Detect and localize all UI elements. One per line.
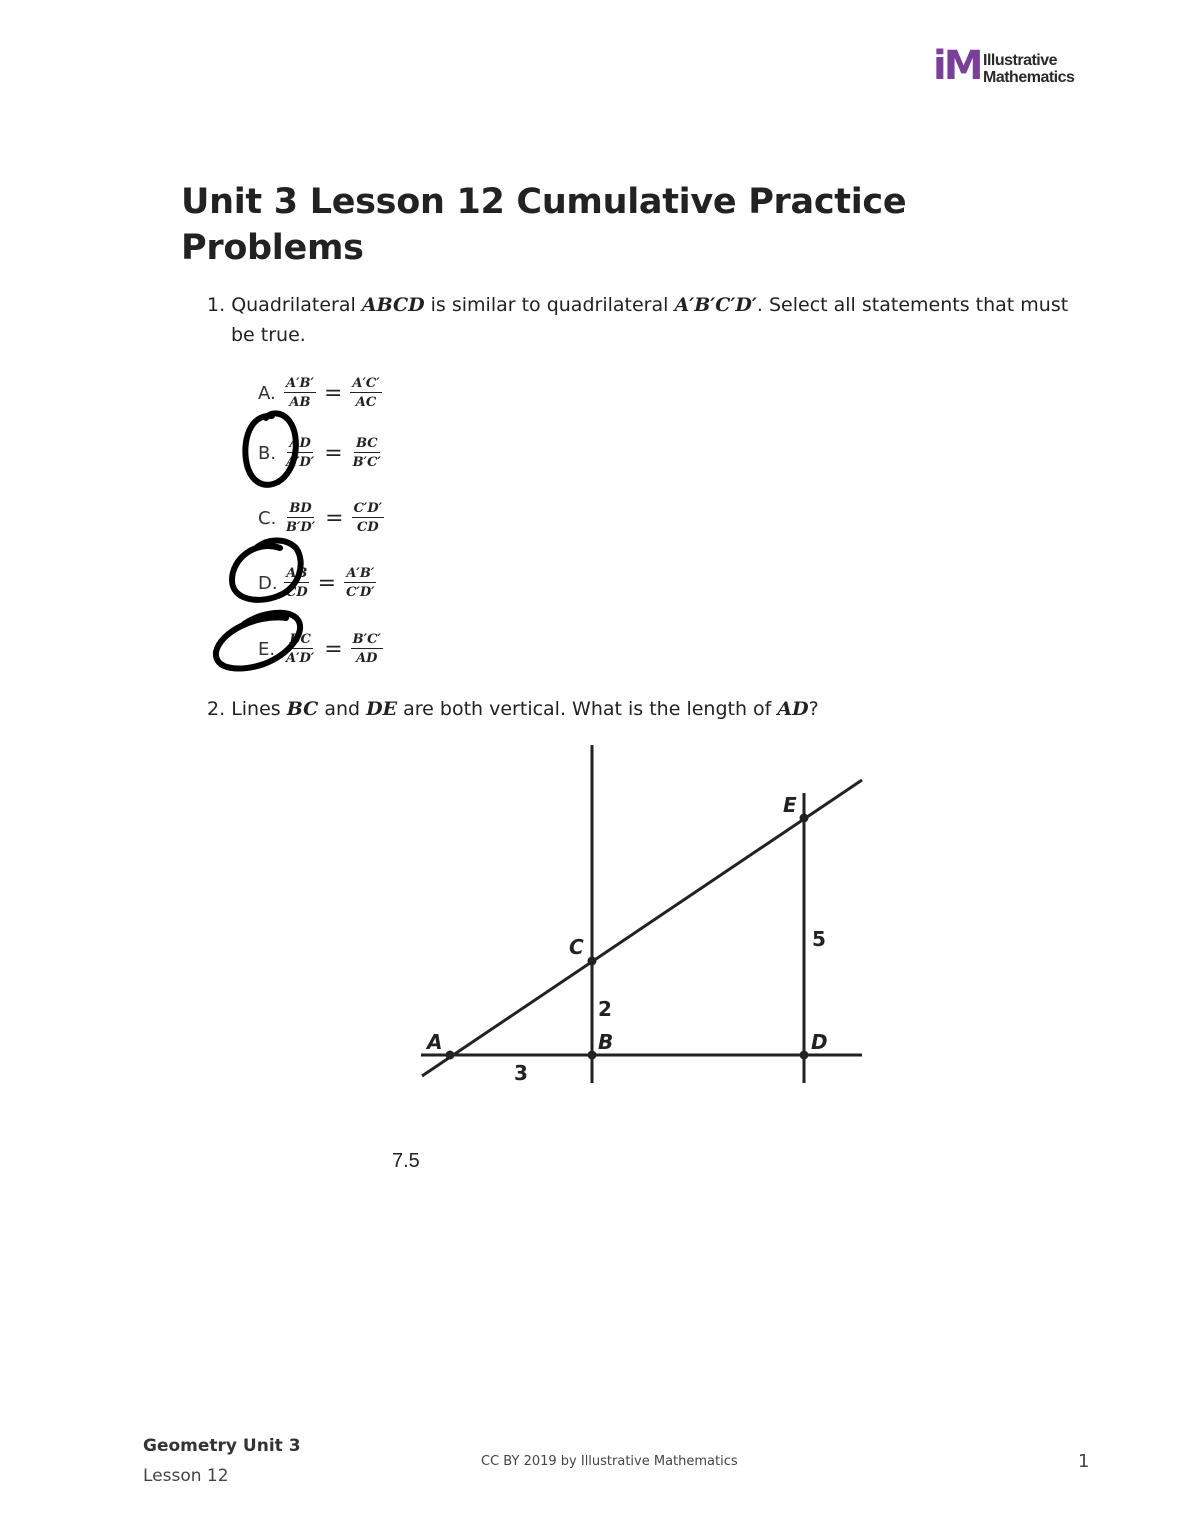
fraction-numerator: BC <box>289 632 311 647</box>
equals-sign: = <box>323 380 343 406</box>
problem-2-answer: 7.5 <box>392 1150 420 1172</box>
label-a: A <box>427 1030 443 1054</box>
length-bc: 2 <box>598 997 612 1021</box>
choice-letter: C. <box>258 507 277 529</box>
problem-2-text-b: and <box>324 698 361 720</box>
problem-1-number: 1. <box>207 294 226 316</box>
point-a <box>446 1051 455 1060</box>
equals-sign: = <box>325 505 344 531</box>
length-ab: 3 <box>514 1061 528 1085</box>
problem-2-text-a: Lines <box>231 698 281 720</box>
label-d: D <box>811 1030 828 1054</box>
fraction-denominator: AB <box>289 395 311 410</box>
point-c <box>588 957 597 966</box>
problem-1-text-b: is similar to quadrilateral <box>430 294 669 316</box>
fraction-numerator: BD <box>289 501 312 516</box>
equals-sign: = <box>324 636 343 662</box>
logo-mark: iM <box>933 43 981 89</box>
line-transversal-ae <box>422 780 862 1076</box>
fraction-numerator: B′C′ <box>352 632 381 647</box>
problem-1-text-a: Quadrilateral <box>231 294 356 316</box>
fraction-denominator: C′D′ <box>346 585 375 600</box>
fraction-denominator: CD <box>356 520 379 535</box>
problem-2-math-b: DE <box>366 698 398 720</box>
fraction-numerator: A′B′ <box>286 376 314 391</box>
logo-line-2: Mathematics <box>983 69 1075 86</box>
fraction-numerator: AB <box>286 566 308 581</box>
fraction-numerator: BC <box>355 436 378 451</box>
choice-letter: E. <box>258 638 276 660</box>
problem-2-text-c: are both vertical. What is the length of <box>403 698 772 720</box>
logo-line-1: Illustrative <box>983 52 1058 69</box>
page-number: 1 <box>1078 1451 1090 1472</box>
problem-1-text-c: . Select all statements that must be true. <box>231 294 1069 346</box>
fraction-numerator: A′C′ <box>352 376 380 391</box>
fraction-denominator: A′D′ <box>286 651 315 666</box>
label-c: C <box>569 935 584 959</box>
length-de: 5 <box>812 927 826 951</box>
page-title: Unit 3 Lesson 12 Cumulative Practice Problems <box>181 182 907 268</box>
problem-2-text-d: ? <box>808 698 819 720</box>
fraction-numerator: AD <box>289 436 311 451</box>
equals-sign: = <box>317 570 337 596</box>
label-e: E <box>783 793 797 817</box>
problem-2-number: 2. <box>207 698 226 720</box>
label-b: B <box>598 1030 614 1054</box>
fraction-denominator: B′C′ <box>352 455 381 470</box>
point-b <box>588 1051 597 1060</box>
fraction-denominator: AC <box>355 395 377 410</box>
equals-sign: = <box>324 440 343 466</box>
point-d <box>800 1051 809 1060</box>
footer-lesson: Lesson 12 <box>143 1466 229 1486</box>
choice-letter: D. <box>258 572 278 594</box>
point-e <box>800 814 809 823</box>
footer-course: Geometry Unit 3 <box>143 1436 301 1456</box>
problem-1-math-b: A′B′C′D′ <box>674 294 757 316</box>
choice-letter: B. <box>258 442 277 464</box>
fraction-denominator: AD <box>356 651 378 666</box>
fraction-denominator: CD <box>286 585 308 600</box>
choice-letter: A. <box>258 382 276 404</box>
fraction-denominator: B′D′ <box>286 520 316 535</box>
fraction-numerator: C′D′ <box>353 501 383 516</box>
problem-2-math-a: BC <box>286 698 319 720</box>
problem-2-math-c: AD <box>777 698 809 720</box>
fraction-numerator: A′B′ <box>346 566 375 581</box>
fraction-denominator: A′D′ <box>286 455 315 470</box>
footer-license: CC BY 2019 by Illustrative Mathematics <box>481 1454 738 1469</box>
problem-1-math-a: ABCD <box>361 294 425 316</box>
